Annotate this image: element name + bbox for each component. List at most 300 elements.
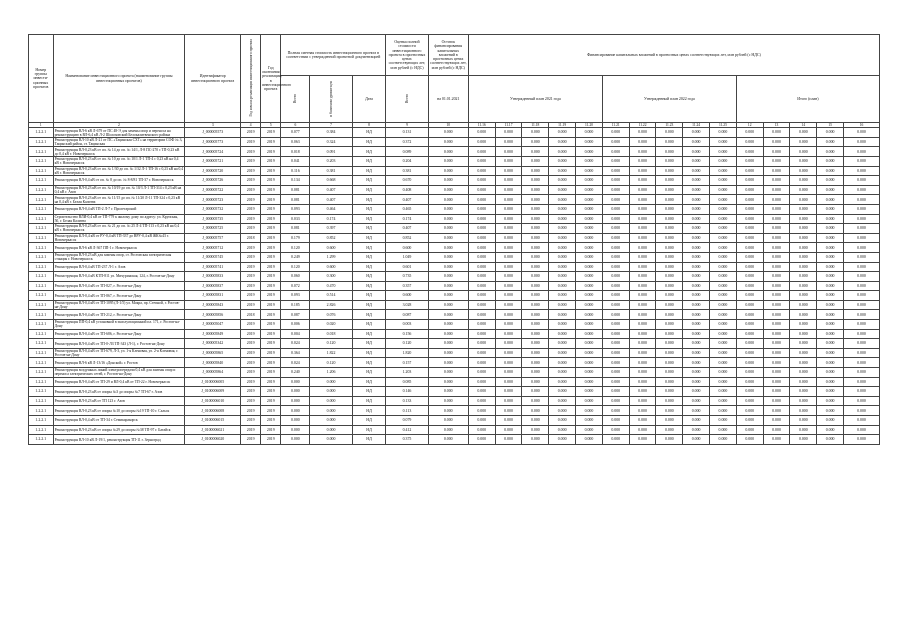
financing-value: 0.000 (602, 272, 629, 282)
financing-value: 0.000 (736, 281, 763, 291)
financing-value: 0.000 (736, 204, 763, 214)
financing-value: 0.000 (522, 310, 549, 320)
financing-value: 0.000 (790, 377, 817, 387)
financing-value: 0.000 (844, 435, 880, 445)
column-number: 10 (428, 123, 468, 128)
remaining: 0.000 (428, 377, 468, 387)
financing-value: 0.000 (710, 300, 737, 310)
financing-value: 0.000 (549, 185, 576, 195)
cost-estimate: 0.003 (386, 320, 428, 330)
financing-value: 0.000 (817, 435, 844, 445)
cost-estimate: 0.120 (386, 339, 428, 349)
financing-value: 0.000 (790, 243, 817, 253)
financing-value: 0.000 (656, 243, 683, 253)
column-number: 9 (386, 123, 428, 128)
remaining: 0.000 (428, 233, 468, 243)
table-row (29, 377, 880, 387)
start-year: 2019 (241, 377, 261, 387)
financing-value: 0.000 (549, 147, 576, 157)
financing-value: 0.000 (602, 358, 629, 368)
financing-value: 0.000 (629, 272, 656, 282)
financing-value: 0.000 (710, 406, 737, 416)
financing-value: 0.000 (656, 406, 683, 416)
financing-value: 0.000 (683, 310, 710, 320)
group-number: 1.2.2.1 (29, 224, 54, 234)
project-name: Реконструкция ВЛ-6 кВ Л-13/16 «Донской» г. Ростов (53, 358, 185, 368)
base-cost: 0.076 (310, 310, 352, 320)
date-value: НД (352, 252, 385, 262)
financing-value: 0.000 (683, 204, 710, 214)
financing-value: 0.000 (683, 300, 710, 310)
financing-value: 0.000 (710, 329, 737, 339)
financing-value: 0.000 (576, 281, 603, 291)
financing-value: 0.000 (549, 406, 576, 416)
financing-value: 0.000 (763, 243, 790, 253)
group-number: 1.2.2.1 (29, 128, 54, 138)
financing-value: 0.000 (710, 281, 737, 291)
financing-value: 0.000 (468, 368, 495, 378)
financing-value: 0.000 (549, 348, 576, 358)
start-year: 2019 (241, 406, 261, 416)
financing-value: 0.000 (710, 176, 737, 186)
financing-value: 0.000 (549, 243, 576, 253)
project-id: J_000005735 (185, 214, 241, 224)
financing-value: 0.000 (710, 425, 737, 435)
financing-value: 0.000 (790, 195, 817, 205)
start-year: 2019 (241, 272, 261, 282)
financing-value: 0.000 (736, 128, 763, 138)
financing-value: 0.000 (763, 406, 790, 416)
financing-value: 0.000 (576, 291, 603, 301)
base-cost: 0.381 (310, 166, 352, 176)
financing-value: 0.000 (629, 252, 656, 262)
sub-date: Дата (352, 76, 385, 123)
remaining: 0.000 (428, 262, 468, 272)
cost-estimate: 0.600 (386, 291, 428, 301)
financing-value: 0.000 (763, 396, 790, 406)
financing-value: 0.000 (817, 252, 844, 262)
end-year: 2019 (261, 176, 281, 186)
financing-value: 0.000 (602, 435, 629, 445)
full-cost: 0.000 (281, 416, 310, 426)
group-number: 1.2.2.1 (29, 435, 54, 445)
financing-value: 0.000 (790, 214, 817, 224)
financing-value: 0.000 (576, 128, 603, 138)
financing-value: 0.000 (763, 435, 790, 445)
financing-value: 0.000 (549, 377, 576, 387)
financing-value: 0.000 (736, 329, 763, 339)
plan-2022: Утвержденный план 2022 года (602, 76, 736, 123)
full-cost: 0.000 (281, 425, 310, 435)
financing-value: 0.000 (763, 368, 790, 378)
financing-value: 0.000 (817, 185, 844, 195)
financing-value: 0.000 (602, 243, 629, 253)
column-number: 11.21 (602, 123, 629, 128)
date-value: НД (352, 233, 385, 243)
group-number: 1.2.2.1 (29, 185, 54, 195)
financing-value: 0.000 (522, 416, 549, 426)
full-cost: 0.116 (281, 166, 310, 176)
column-number: 15 (817, 123, 844, 128)
financing-value: 0.000 (683, 291, 710, 301)
financing-value: 0.000 (602, 291, 629, 301)
remaining: 0.000 (428, 387, 468, 397)
financing-value: 0.000 (629, 425, 656, 435)
financing-value: 0.000 (844, 310, 880, 320)
financing-value: 0.000 (844, 300, 880, 310)
financing-value: 0.000 (468, 348, 495, 358)
financing-value: 0.000 (763, 204, 790, 214)
project-name: Реконструкция ВЛ-10 кВ Л-19/1, реконструкция ТП-11 г. Зерноград (53, 435, 185, 445)
group-number: 1.2.2.1 (29, 348, 54, 358)
project-name: Реконструкция ВЛ-0,4 кВ КТП-811 ул. Мичуринская, 124, г. Ростов-на-Дону (53, 272, 185, 282)
financing-value: 0.000 (629, 243, 656, 253)
financing-value: 0.000 (683, 339, 710, 349)
full-cost: 0.041 (281, 156, 310, 166)
financing-value: 0.000 (817, 310, 844, 320)
start-year: 2019 (241, 128, 261, 138)
financing-value: 0.000 (656, 416, 683, 426)
end-year: 2019 (261, 339, 281, 349)
date-value: НД (352, 224, 385, 234)
financing-value: 0.000 (495, 320, 522, 330)
base-cost: 0.407 (310, 195, 352, 205)
financing-value: 0.000 (790, 387, 817, 397)
base-cost: 0.514 (310, 291, 352, 301)
financing-value: 0.000 (629, 368, 656, 378)
col-full-cost-estimate: Оценка полной стоимости инвестиционного проекта в прогнозных ценах соответствующих лет, млн рублей (с НДС) (386, 35, 428, 76)
project-name: Реконструкция ВЛ-0,4 кВ ТП-2 Л-7 г. Пролетарский (53, 204, 185, 214)
cost-estimate: 0.133 (386, 396, 428, 406)
financing-value: 0.000 (736, 368, 763, 378)
table-row (29, 281, 880, 291)
financing-value: 0.000 (549, 272, 576, 282)
group-number: 1.2.2.1 (29, 262, 54, 272)
financing-value: 0.000 (790, 339, 817, 349)
table-row (29, 435, 880, 445)
end-year: 2019 (261, 358, 281, 368)
full-cost: 0.134 (281, 176, 310, 186)
full-cost: 0.033 (281, 214, 310, 224)
remaining: 0.000 (428, 176, 468, 186)
cost-estimate: 0.174 (386, 214, 428, 224)
financing-value: 0.000 (683, 262, 710, 272)
remaining: 0.000 (428, 185, 468, 195)
financing-value: 0.000 (683, 214, 710, 224)
date-value: НД (352, 204, 385, 214)
financing-value: 0.000 (683, 272, 710, 282)
group-number: 1.2.2.1 (29, 281, 54, 291)
financing-value: 0.000 (495, 291, 522, 301)
financing-value: 0.000 (817, 204, 844, 214)
project-id: J_000005720 (185, 166, 241, 176)
end-year: 2019 (261, 147, 281, 157)
sub-total-b: Всего (404, 93, 409, 103)
start-year: 2019 (241, 252, 261, 262)
financing-value: 0.000 (602, 425, 629, 435)
cost-estimate: 1.203 (386, 368, 428, 378)
column-number: 4 (241, 123, 261, 128)
financing-value: 0.000 (817, 425, 844, 435)
financing-value: 0.000 (736, 425, 763, 435)
financing-value: 0.000 (629, 233, 656, 243)
financing-value: 0.000 (522, 396, 549, 406)
financing-value: 0.000 (817, 329, 844, 339)
date-value: НД (352, 262, 385, 272)
financing-value: 0.000 (495, 368, 522, 378)
financing-value: 0.000 (495, 310, 522, 320)
group-number: 1.2.2.1 (29, 252, 54, 262)
financing-value: 0.000 (576, 425, 603, 435)
financing-value: 0.000 (495, 252, 522, 262)
financing-value: 0.000 (549, 435, 576, 445)
group-number: 1.2.2.1 (29, 406, 54, 416)
financing-value: 0.000 (576, 272, 603, 282)
financing-value: 0.000 (844, 387, 880, 397)
table-row (29, 156, 880, 166)
financing-value: 0.000 (522, 320, 549, 330)
cost-estimate: 1.820 (386, 348, 428, 358)
financing-value: 0.000 (522, 300, 549, 310)
financing-value: 0.000 (763, 320, 790, 330)
financing-value: 0.000 (736, 224, 763, 234)
base-cost: 0.018 (310, 329, 352, 339)
financing-value: 0.000 (817, 243, 844, 253)
financing-value: 0.000 (629, 204, 656, 214)
financing-value: 0.000 (495, 272, 522, 282)
start-year: 2019 (241, 396, 261, 406)
project-id: J_0100006005 (185, 377, 241, 387)
date-value: НД (352, 416, 385, 426)
financing-value: 0.000 (629, 406, 656, 416)
financing-value: 0.000 (549, 128, 576, 138)
financing-value: 0.000 (468, 214, 495, 224)
table-row (29, 243, 880, 253)
group-number: 1.2.2.1 (29, 272, 54, 282)
financing-value: 0.000 (790, 156, 817, 166)
date-value: НД (352, 147, 385, 157)
financing-value: 0.000 (683, 416, 710, 426)
group-number: 1.2.2.1 (29, 358, 54, 368)
table-row (29, 262, 880, 272)
financing-value: 0.000 (602, 185, 629, 195)
date-value: НД (352, 272, 385, 282)
column-number: 16 (844, 123, 880, 128)
base-cost: 0.020 (310, 320, 352, 330)
base-cost: 0.470 (310, 281, 352, 291)
financing-value: 0.000 (656, 128, 683, 138)
column-number: 11.17 (495, 123, 522, 128)
financing-value: 0.000 (495, 233, 522, 243)
financing-value: 0.000 (549, 281, 576, 291)
financing-value: 0.000 (790, 204, 817, 214)
financing-value: 0.000 (495, 387, 522, 397)
financing-value: 0.000 (844, 377, 880, 387)
financing-value: 0.000 (468, 281, 495, 291)
financing-value: 0.000 (576, 147, 603, 157)
start-year: 2019 (241, 262, 261, 272)
cost-estimate: 0.089 (386, 147, 428, 157)
project-name: Реконструкция ВЛ-0,4 кВ от ТП-827, г. Ростов-на-Дону (53, 281, 185, 291)
date-value: НД (352, 368, 385, 378)
base-cost: 0.668 (310, 176, 352, 186)
end-year: 2019 (261, 137, 281, 147)
cost-estimate: 0.600 (386, 243, 428, 253)
full-cost: 0.006 (281, 320, 310, 330)
full-cost: 0.249 (281, 252, 310, 262)
financing-value: 0.000 (656, 329, 683, 339)
financing-value: 0.000 (683, 425, 710, 435)
start-year: 2019 (241, 176, 261, 186)
cost-estimate: 0.601 (386, 262, 428, 272)
financing-value: 0.000 (844, 224, 880, 234)
financing-value: 0.000 (629, 435, 656, 445)
remaining: 0.000 (428, 435, 468, 445)
financing-value: 0.000 (576, 435, 603, 445)
financing-value: 0.000 (790, 272, 817, 282)
project-id: J_000005725 (185, 224, 241, 234)
financing-value: 0.000 (576, 137, 603, 147)
full-cost: 0.179 (281, 233, 310, 243)
financing-value: 0.000 (656, 195, 683, 205)
financing-value: 0.000 (710, 233, 737, 243)
financing-value: 0.000 (522, 243, 549, 253)
base-cost: 0.000 (310, 387, 352, 397)
remaining: 0.000 (428, 281, 468, 291)
financing-value: 0.000 (468, 195, 495, 205)
financing-value: 0.000 (495, 348, 522, 358)
financing-value: 0.000 (844, 368, 880, 378)
date-value: НД (352, 387, 385, 397)
financing-value: 0.000 (736, 396, 763, 406)
financing-value: 0.000 (549, 416, 576, 426)
financing-value: 0.000 (736, 320, 763, 330)
financing-value: 0.000 (736, 300, 763, 310)
financing-value: 0.000 (656, 348, 683, 358)
financing-value: 0.000 (817, 396, 844, 406)
financing-value: 0.000 (683, 166, 710, 176)
financing-value: 0.000 (683, 387, 710, 397)
group-number: 1.2.2.1 (29, 233, 54, 243)
date-value: НД (352, 329, 385, 339)
col-remaining-financing: Остаток финансирования капитальных вложений в прогнозных ценах соответствующих лет, млн рублей (с НДС) (428, 35, 468, 76)
financing-value: 0.000 (602, 377, 629, 387)
financing-value: 0.000 (817, 166, 844, 176)
financing-value: 0.000 (549, 358, 576, 368)
financing-value: 0.000 (522, 291, 549, 301)
financing-value: 0.000 (656, 147, 683, 157)
financing-value: 0.000 (602, 339, 629, 349)
end-year: 2019 (261, 406, 281, 416)
financing-value: 0.000 (468, 185, 495, 195)
financing-value: 0.000 (736, 262, 763, 272)
financing-value: 0.000 (468, 358, 495, 368)
financing-value: 0.000 (549, 176, 576, 186)
project-name: Реконструкция ВЛ-0,23 кВ от опоры №29 до опоры №38 ТП-97 г. Батайск (53, 425, 185, 435)
financing-value: 0.000 (576, 396, 603, 406)
financing-value: 0.000 (736, 147, 763, 157)
financing-value: 0.000 (602, 329, 629, 339)
investment-table (28, 34, 880, 445)
financing-value: 0.000 (656, 291, 683, 301)
financing-value: 0.000 (468, 396, 495, 406)
project-id: J_000005864 (185, 368, 241, 378)
table-row (29, 406, 880, 416)
full-cost: 0.364 (281, 348, 310, 358)
financing-value: 0.000 (817, 176, 844, 186)
project-id: J_000005831 (185, 291, 241, 301)
financing-value: 0.000 (844, 339, 880, 349)
column-number: 11.23 (656, 123, 683, 128)
financing-value: 0.000 (549, 310, 576, 320)
financing-value: 0.000 (656, 204, 683, 214)
project-name: Реконструкция ВЛ-0,4 кВ от оп. № 8 до оп. № 8-8/81 ТП-37 г. Новочеркасск (53, 176, 185, 186)
financing-value: 0.000 (602, 147, 629, 157)
financing-value: 0.000 (576, 387, 603, 397)
financing-value: 0.000 (522, 233, 549, 243)
start-year: 2019 (241, 243, 261, 253)
group-number: 1.2.2.1 (29, 416, 54, 426)
financing-value: 0.000 (763, 185, 790, 195)
end-year: 2019 (261, 185, 281, 195)
financing-value: 0.000 (683, 358, 710, 368)
financing-value: 0.000 (844, 128, 880, 138)
group-number: 1.2.2.1 (29, 214, 54, 224)
column-number: 2 (53, 123, 185, 128)
financing-value: 0.000 (736, 406, 763, 416)
end-year: 2019 (261, 425, 281, 435)
table-row (29, 310, 880, 320)
financing-value: 0.000 (763, 233, 790, 243)
financing-value: 0.000 (495, 166, 522, 176)
financing-value: 0.000 (656, 310, 683, 320)
financing-value: 0.000 (736, 348, 763, 358)
group-number: 1.2.2.1 (29, 243, 54, 253)
end-year: 2019 (261, 252, 281, 262)
base-cost: 1.299 (310, 252, 352, 262)
table-row (29, 166, 880, 176)
financing-value: 0.000 (790, 310, 817, 320)
financing-value: 0.000 (656, 358, 683, 368)
financing-value: 0.000 (710, 348, 737, 358)
base-cost: 0.600 (310, 262, 352, 272)
financing-value: 0.000 (602, 252, 629, 262)
table-row (29, 214, 880, 224)
financing-value: 0.000 (790, 185, 817, 195)
date-value: НД (352, 128, 385, 138)
end-year: 2019 (261, 214, 281, 224)
financing-value: 0.000 (844, 185, 880, 195)
end-year: 2019 (261, 204, 281, 214)
financing-value: 0.000 (522, 262, 549, 272)
group-number: 1.2.2.1 (29, 137, 54, 147)
remaining: 0.000 (428, 195, 468, 205)
financing-value: 0.000 (790, 329, 817, 339)
financing-value: 0.000 (468, 416, 495, 426)
end-year: 2019 (261, 387, 281, 397)
financing-value: 0.000 (736, 156, 763, 166)
financing-value: 0.000 (522, 252, 549, 262)
financing-value: 0.000 (710, 262, 737, 272)
financing-value: 0.000 (817, 128, 844, 138)
financing-value: 0.000 (576, 377, 603, 387)
financing-value: 0.000 (522, 339, 549, 349)
financing-value: 0.000 (710, 128, 737, 138)
financing-value: 0.000 (468, 320, 495, 330)
financing-value: 0.000 (522, 368, 549, 378)
base-cost: 0.000 (310, 416, 352, 426)
financing-value: 0.000 (602, 195, 629, 205)
